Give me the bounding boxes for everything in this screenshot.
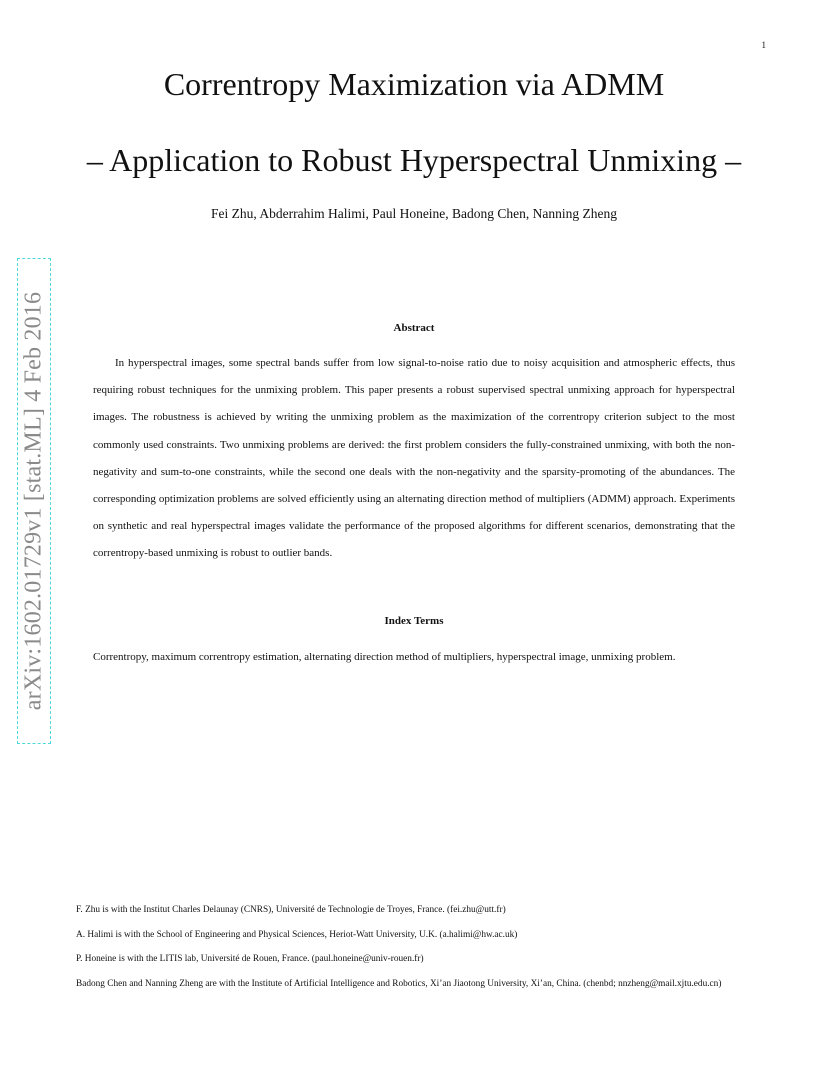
footnote-halimi: A. Halimi is with the School of Engineering and Physical Sciences, Heriot-Watt University, U.K. (a.halimi@hw.ac.uk) xyxy=(76,929,518,940)
arxiv-identifier-text: arXiv:1602.01729v1 [stat.ML] 4 Feb 2016 xyxy=(20,291,47,711)
arxiv-identifier-stamp xyxy=(17,258,51,744)
paper-title-line-2: – Application to Robust Hyperspectral Unmixing – xyxy=(86,142,742,178)
abstract-body: In hyperspectral images, some spectral bands suffer from low signal-to-noise ratio due to noisy acquisition and atmospheric effects, thus requiring robust techniques for the unmixing problem. This paper presents a robust supervised spectral unmixing approach for hyperspectral images. The robustness is achieved by writing the unmixing problem as the maximization of the correntropy criterion subject to the most commonly used constraints. Two unmixing problems are derived: the first problem considers the fully-constrained unmixing, with both the non-negativity and sum-to-one constraints, while the second one deals with the non-negativity and the sparsity-promoting of the abundances. The corresponding optimization problems are solved efficiently using an alternating direction method of multipliers (ADMM) approach. Experiments on synthetic and real hyperspectral images validate the performance of the proposed algorithms for different scenarios, demonstrating that the correntropy-based unmixing is robust to outlier bands. xyxy=(93,357,735,560)
index-terms-body: Correntropy, maximum correntropy estimation, alternating direction method of multipliers, hyperspectral image, unmixing problem. xyxy=(93,651,676,663)
footnote-honeine: P. Honeine is with the LITIS lab, Université de Rouen, France. (paul.honeine@univ-rouen.fr) xyxy=(76,954,424,965)
index-terms-heading: Index Terms xyxy=(384,615,444,627)
author-affiliation-footnotes xyxy=(62,898,764,996)
paper-title-line-1: Correntropy Maximization via ADMM xyxy=(163,66,665,102)
footnote-chen-zheng: Badong Chen and Nanning Zheng are with the Institute of Artificial Intelligence and Robotics, Xi’an Jiaotong University, Xi’an, China. (chenbd; nnzheng@mail.xjtu.edu.cn) xyxy=(76,978,722,989)
author-list: Fei Zhu, Abderrahim Halimi, Paul Honeine, Badong Chen, Nanning Zheng xyxy=(210,206,618,221)
page-number: 1 xyxy=(761,40,766,50)
abstract-heading: Abstract xyxy=(393,322,435,334)
footnote-zhu: F. Zhu is with the Institut Charles Delaunay (CNRS), Université de Technologie de Troyes, France. (fei.zhu@utt.fr) xyxy=(76,905,506,915)
